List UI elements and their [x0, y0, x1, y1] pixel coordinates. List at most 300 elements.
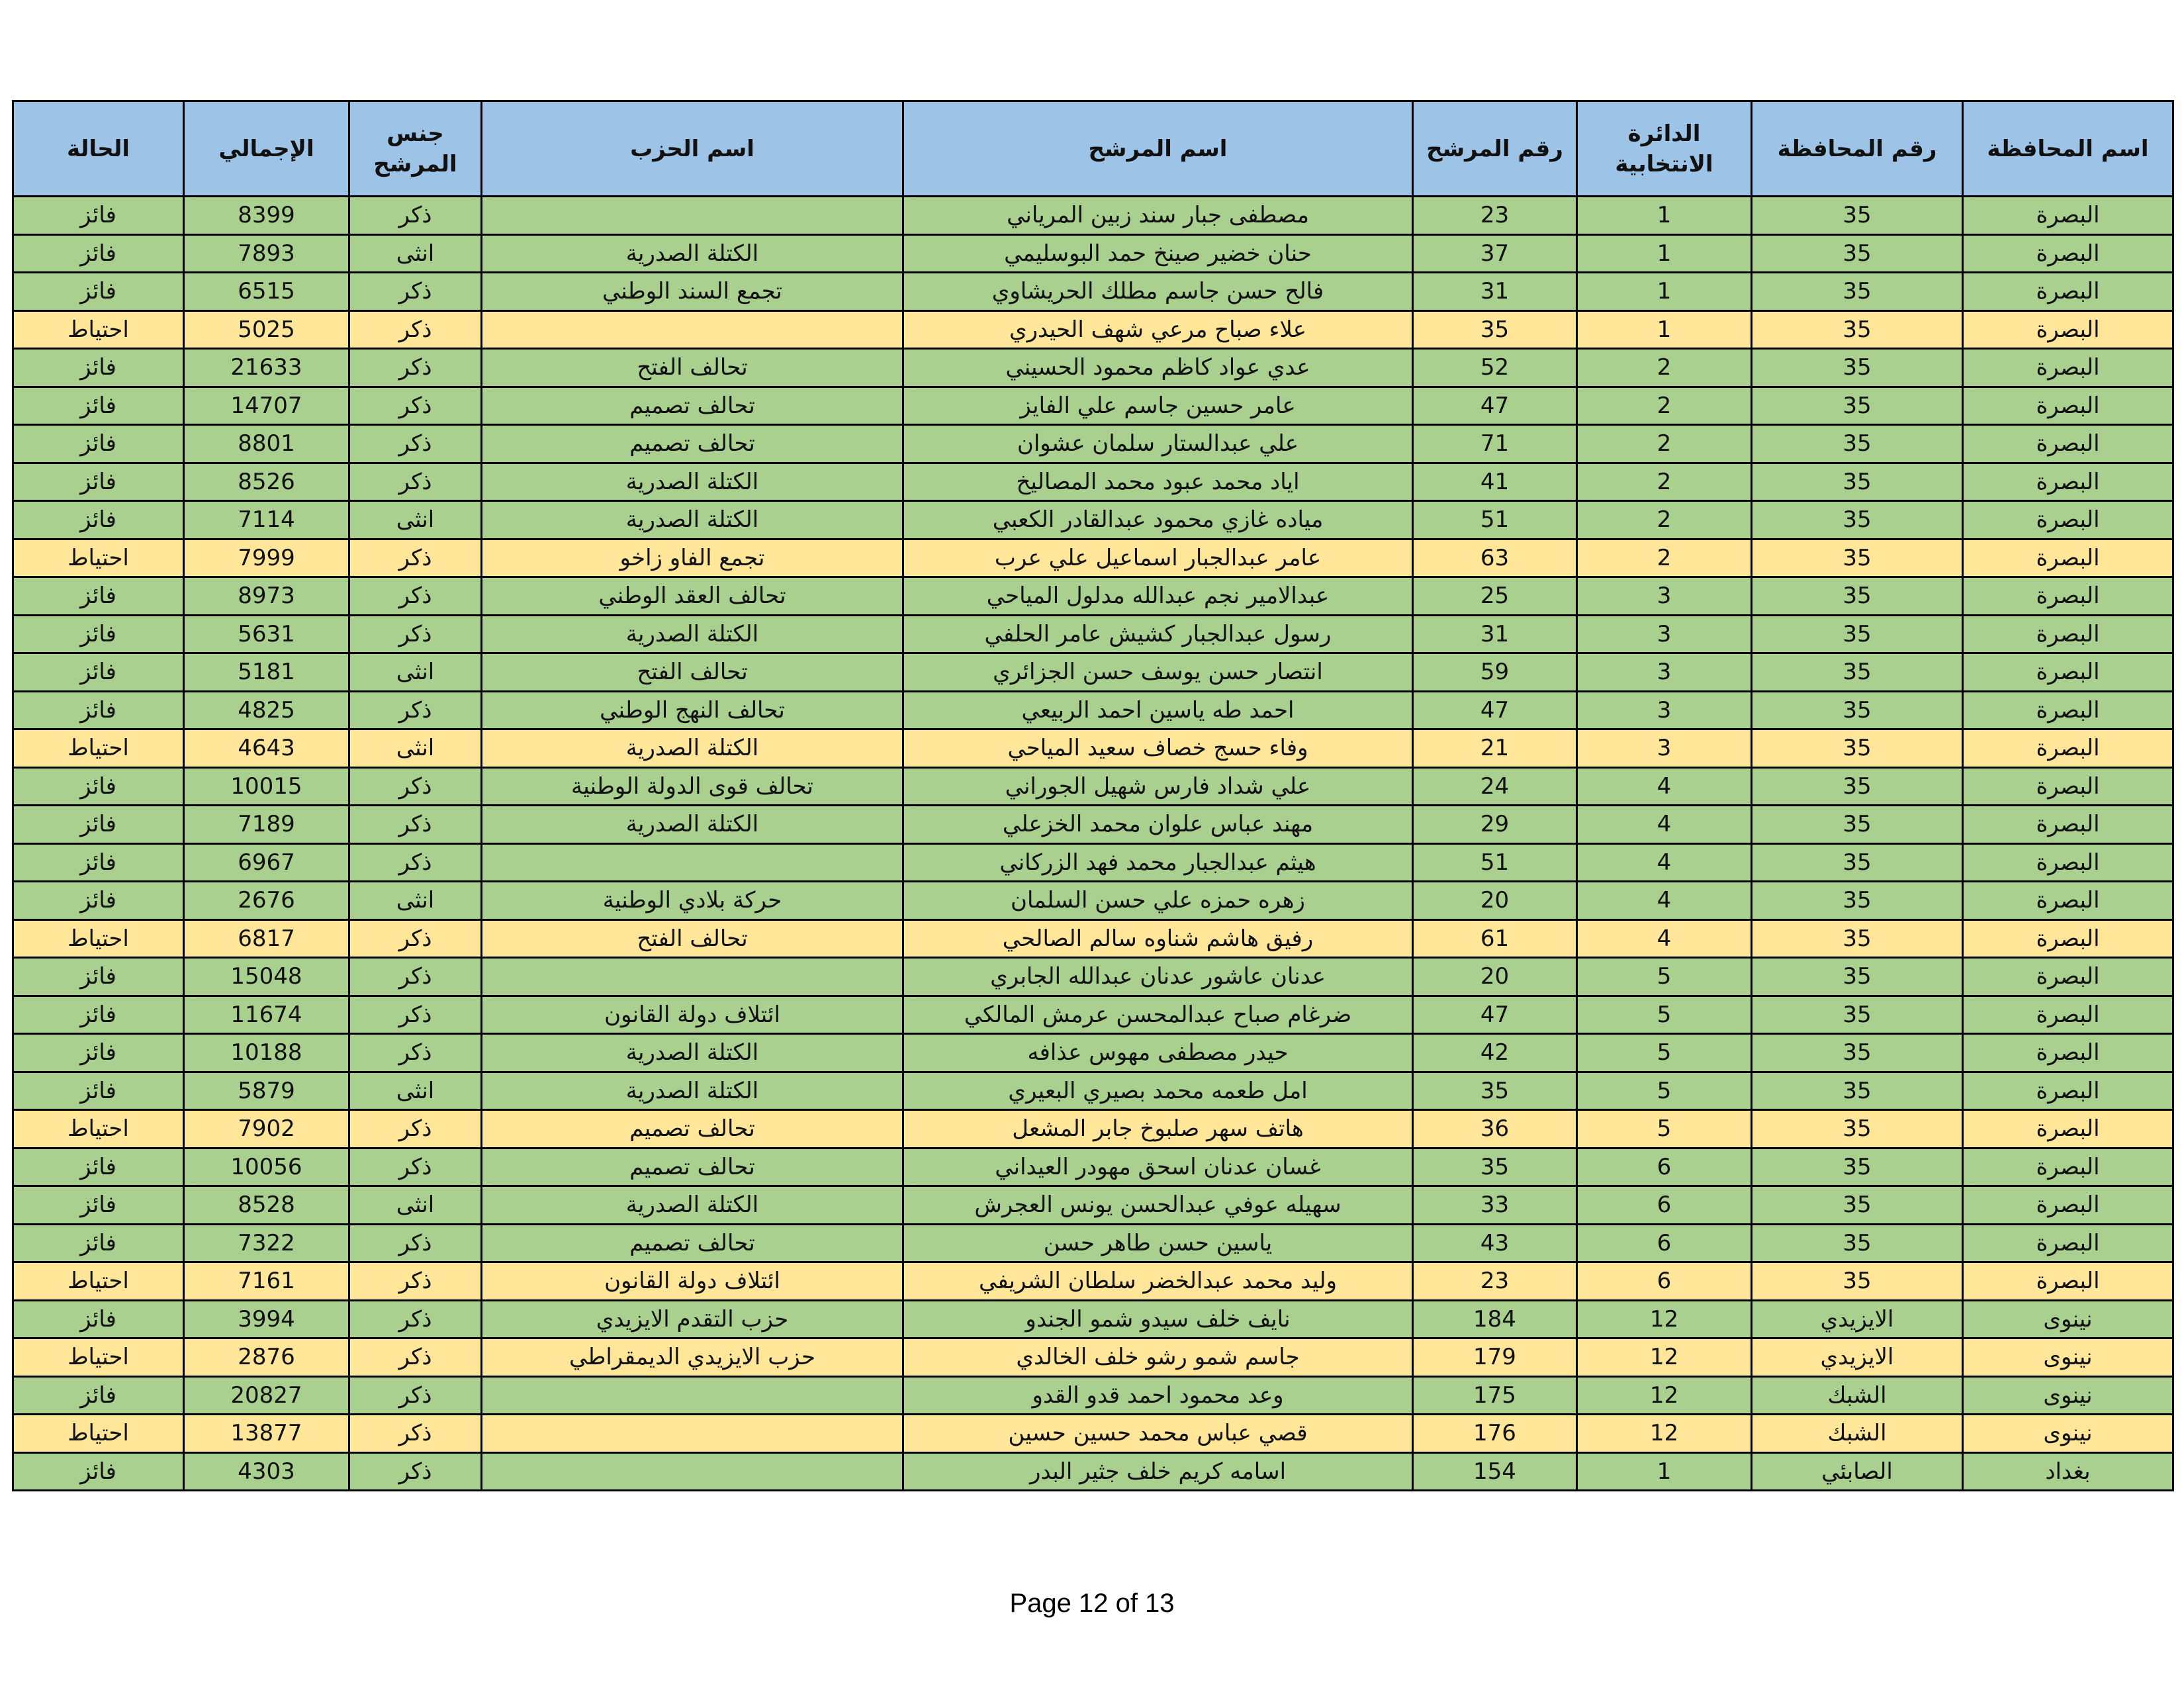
cell-candidate-number: 21 [1413, 729, 1577, 768]
cell-party-name: تحالف تصميم [482, 1224, 903, 1262]
cell-party-name: حزب الايزيدي الديمقراطي [482, 1338, 903, 1377]
cell-governorate-number: 35 [1752, 958, 1963, 996]
cell-governorate-name: البصرة [1963, 615, 2173, 653]
cell-total-votes: 14707 [184, 387, 349, 425]
cell-electoral-district: 1 [1577, 197, 1752, 235]
cell-status: فائز [13, 958, 184, 996]
cell-candidate-name: حيدر مصطفى مهوس عذافه [903, 1034, 1413, 1072]
cell-status: فائز [13, 234, 184, 273]
table-row [13, 1034, 2173, 1072]
table-row [13, 1110, 2173, 1149]
cell-candidate-gender: انثى [349, 234, 482, 273]
cell-electoral-district: 3 [1577, 729, 1752, 768]
cell-governorate-name: البصرة [1963, 767, 2173, 806]
cell-governorate-number: 35 [1752, 1072, 1963, 1110]
cell-candidate-number: 31 [1413, 273, 1577, 311]
cell-governorate-number: 35 [1752, 996, 1963, 1034]
cell-candidate-gender: ذكر [349, 615, 482, 653]
cell-governorate-number: 35 [1752, 273, 1963, 311]
cell-party-name: الكتلة الصدرية [482, 1186, 903, 1225]
cell-total-votes: 7322 [184, 1224, 349, 1262]
header-electoral-district: الدائرة الانتخابية [1577, 101, 1752, 197]
table-row [13, 234, 2173, 273]
cell-candidate-name: وعد محمود احمد قدو القدو [903, 1376, 1413, 1415]
table-row [13, 996, 2173, 1034]
cell-governorate-number: 35 [1752, 349, 1963, 387]
cell-candidate-name: عبدالامير نجم عبدالله مدلول المياحي [903, 577, 1413, 616]
cell-candidate-gender: ذكر [349, 1300, 482, 1338]
table-row [13, 1452, 2173, 1491]
table-header [13, 101, 2173, 197]
cell-total-votes: 3994 [184, 1300, 349, 1338]
cell-electoral-district: 12 [1577, 1300, 1752, 1338]
cell-governorate-number: 35 [1752, 1186, 1963, 1225]
cell-candidate-name: وليد محمد عبدالخضر سلطان الشريفي [903, 1262, 1413, 1301]
cell-electoral-district: 1 [1577, 234, 1752, 273]
cell-governorate-number: 35 [1752, 501, 1963, 539]
cell-candidate-number: 154 [1413, 1452, 1577, 1491]
header-total-votes: الإجمالي [184, 101, 349, 197]
cell-total-votes: 11674 [184, 996, 349, 1034]
table-row [13, 501, 2173, 539]
cell-party-name [482, 1376, 903, 1415]
cell-total-votes: 4643 [184, 729, 349, 768]
cell-party-name: الكتلة الصدرية [482, 1034, 903, 1072]
cell-party-name: تحالف الفتح [482, 653, 903, 692]
cell-candidate-number: 47 [1413, 387, 1577, 425]
cell-electoral-district: 5 [1577, 1034, 1752, 1072]
cell-total-votes: 5631 [184, 615, 349, 653]
cell-candidate-name: ضرغام صباح عبدالمحسن عرمش المالكي [903, 996, 1413, 1034]
table-row [13, 577, 2173, 616]
cell-governorate-name: البصرة [1963, 1034, 2173, 1072]
cell-status: احتياط [13, 1338, 184, 1377]
cell-candidate-name: نايف خلف سيدو شمو الجندو [903, 1300, 1413, 1338]
cell-candidate-number: 20 [1413, 882, 1577, 920]
cell-candidate-gender: انثى [349, 501, 482, 539]
cell-total-votes: 10015 [184, 767, 349, 806]
page-number-footer: Page 12 of 13 [1009, 1589, 1175, 1618]
table-row [13, 882, 2173, 920]
cell-party-name [482, 843, 903, 882]
cell-party-name [482, 310, 903, 349]
cell-electoral-district: 4 [1577, 806, 1752, 844]
cell-governorate-name: البصرة [1963, 463, 2173, 501]
header-candidate-name: اسم المرشح [903, 101, 1413, 197]
cell-status: احتياط [13, 310, 184, 349]
cell-candidate-number: 29 [1413, 806, 1577, 844]
cell-governorate-name: البصرة [1963, 387, 2173, 425]
cell-candidate-name: مهند عباس علوان محمد الخزعلي [903, 806, 1413, 844]
cell-status: فائز [13, 653, 184, 692]
cell-candidate-name: غسان عدنان اسحق مهودر العيداني [903, 1148, 1413, 1186]
cell-total-votes: 7902 [184, 1110, 349, 1149]
cell-electoral-district: 6 [1577, 1186, 1752, 1225]
cell-status: فائز [13, 996, 184, 1034]
table-row [13, 1072, 2173, 1110]
cell-electoral-district: 2 [1577, 463, 1752, 501]
cell-governorate-number: 35 [1752, 197, 1963, 235]
table-body [13, 197, 2173, 1491]
cell-candidate-number: 43 [1413, 1224, 1577, 1262]
cell-candidate-number: 20 [1413, 958, 1577, 996]
table-row [13, 1338, 2173, 1377]
table-row [13, 1148, 2173, 1186]
cell-candidate-name: عامر عبدالجبار اسماعيل علي عرب [903, 539, 1413, 577]
cell-electoral-district: 5 [1577, 958, 1752, 996]
cell-party-name: تحالف الفتح [482, 919, 903, 958]
cell-electoral-district: 5 [1577, 1072, 1752, 1110]
cell-status: فائز [13, 1072, 184, 1110]
cell-candidate-gender: ذكر [349, 958, 482, 996]
cell-candidate-name: هاتف سهر صلبوخ جابر المشعل [903, 1110, 1413, 1149]
cell-candidate-name: علاء صباح مرعي شهف الحيدري [903, 310, 1413, 349]
cell-governorate-name: نينوى [1963, 1415, 2173, 1453]
table-row [13, 197, 2173, 235]
cell-governorate-number: 35 [1752, 691, 1963, 729]
table-row [13, 806, 2173, 844]
cell-total-votes: 6967 [184, 843, 349, 882]
cell-governorate-name: البصرة [1963, 425, 2173, 463]
cell-candidate-name: مصطفى جبار سند زبين المرياني [903, 197, 1413, 235]
cell-status: فائز [13, 463, 184, 501]
cell-candidate-name: عامر حسين جاسم علي الفايز [903, 387, 1413, 425]
cell-governorate-name: البصرة [1963, 1110, 2173, 1149]
cell-electoral-district: 1 [1577, 1452, 1752, 1491]
cell-party-name [482, 958, 903, 996]
cell-governorate-name: البصرة [1963, 273, 2173, 311]
cell-candidate-gender: ذكر [349, 1110, 482, 1149]
cell-party-name: الكتلة الصدرية [482, 501, 903, 539]
cell-governorate-name: البصرة [1963, 919, 2173, 958]
cell-candidate-gender: ذكر [349, 387, 482, 425]
cell-candidate-name: فالح حسن جاسم مطلك الحريشاوي [903, 273, 1413, 311]
cell-candidate-gender: انثى [349, 729, 482, 768]
cell-candidate-gender: ذكر [349, 1415, 482, 1453]
cell-candidate-number: 36 [1413, 1110, 1577, 1149]
cell-candidate-name: زهره حمزه علي حسن السلمان [903, 882, 1413, 920]
cell-candidate-name: عدي عواد كاظم محمود الحسيني [903, 349, 1413, 387]
cell-total-votes: 21633 [184, 349, 349, 387]
cell-party-name: تحالف النهج الوطني [482, 691, 903, 729]
cell-governorate-number: 35 [1752, 463, 1963, 501]
cell-candidate-gender: ذكر [349, 767, 482, 806]
cell-electoral-district: 6 [1577, 1224, 1752, 1262]
cell-status: احتياط [13, 1110, 184, 1149]
cell-party-name: تحالف تصميم [482, 387, 903, 425]
cell-governorate-name: البصرة [1963, 1148, 2173, 1186]
cell-electoral-district: 3 [1577, 577, 1752, 616]
cell-candidate-number: 47 [1413, 691, 1577, 729]
cell-candidate-name: اياد محمد عبود محمد المصاليخ [903, 463, 1413, 501]
cell-governorate-number: الايزيدي [1752, 1300, 1963, 1338]
cell-candidate-gender: ذكر [349, 691, 482, 729]
cell-total-votes: 8399 [184, 197, 349, 235]
cell-candidate-number: 51 [1413, 501, 1577, 539]
cell-candidate-gender: ذكر [349, 1224, 482, 1262]
cell-status: فائز [13, 691, 184, 729]
cell-candidate-name: هيثم عبدالجبار محمد فهد الزركاني [903, 843, 1413, 882]
cell-total-votes: 6515 [184, 273, 349, 311]
cell-total-votes: 8973 [184, 577, 349, 616]
cell-status: فائز [13, 615, 184, 653]
cell-governorate-number: 35 [1752, 425, 1963, 463]
table-row [13, 273, 2173, 311]
cell-candidate-number: 41 [1413, 463, 1577, 501]
table-row [13, 691, 2173, 729]
table-row [13, 1376, 2173, 1415]
cell-candidate-gender: ذكر [349, 349, 482, 387]
table-row [13, 1224, 2173, 1262]
cell-party-name: الكتلة الصدرية [482, 463, 903, 501]
cell-governorate-name: البصرة [1963, 958, 2173, 996]
cell-total-votes: 5025 [184, 310, 349, 349]
cell-status: احتياط [13, 729, 184, 768]
cell-governorate-name: البصرة [1963, 843, 2173, 882]
cell-total-votes: 7189 [184, 806, 349, 844]
cell-electoral-district: 2 [1577, 425, 1752, 463]
cell-candidate-gender: ذكر [349, 539, 482, 577]
cell-candidate-number: 35 [1413, 1072, 1577, 1110]
cell-candidate-name: ياسين حسن طاهر حسن [903, 1224, 1413, 1262]
cell-party-name: الكتلة الصدرية [482, 615, 903, 653]
cell-total-votes: 7893 [184, 234, 349, 273]
cell-governorate-number: 35 [1752, 387, 1963, 425]
cell-governorate-name: البصرة [1963, 349, 2173, 387]
cell-candidate-number: 23 [1413, 197, 1577, 235]
header-governorate-name: اسم المحافظة [1963, 101, 2173, 197]
cell-status: احتياط [13, 1415, 184, 1453]
cell-governorate-name: البصرة [1963, 996, 2173, 1034]
cell-candidate-name: مياده غازي محمود عبدالقادر الكعبي [903, 501, 1413, 539]
cell-candidate-gender: ذكر [349, 273, 482, 311]
table-row [13, 1415, 2173, 1453]
cell-candidate-number: 63 [1413, 539, 1577, 577]
cell-total-votes: 10188 [184, 1034, 349, 1072]
cell-status: فائز [13, 1300, 184, 1338]
cell-party-name: تجمع السند الوطني [482, 273, 903, 311]
cell-candidate-gender: ذكر [349, 919, 482, 958]
cell-status: فائز [13, 843, 184, 882]
cell-candidate-number: 71 [1413, 425, 1577, 463]
header-candidate-gender: جنس المرشح [349, 101, 482, 197]
cell-governorate-number: 35 [1752, 1224, 1963, 1262]
cell-status: احتياط [13, 919, 184, 958]
cell-party-name: حركة بلادي الوطنية [482, 882, 903, 920]
cell-governorate-number: 35 [1752, 310, 1963, 349]
cell-status: فائز [13, 577, 184, 616]
cell-total-votes: 5181 [184, 653, 349, 692]
cell-candidate-name: امل طعمه محمد بصيري البعيري [903, 1072, 1413, 1110]
cell-total-votes: 8528 [184, 1186, 349, 1225]
cell-party-name: تحالف العقد الوطني [482, 577, 903, 616]
cell-status: فائز [13, 273, 184, 311]
cell-total-votes: 2876 [184, 1338, 349, 1377]
cell-governorate-name: البصرة [1963, 1186, 2173, 1225]
cell-party-name: تحالف تصميم [482, 1110, 903, 1149]
cell-party-name [482, 1452, 903, 1491]
cell-total-votes: 13877 [184, 1415, 349, 1453]
cell-candidate-name: وفاء حسج خصاف سعيد المياحي [903, 729, 1413, 768]
cell-electoral-district: 2 [1577, 539, 1752, 577]
cell-governorate-number: الشبك [1752, 1376, 1963, 1415]
table-row [13, 463, 2173, 501]
cell-party-name: تحالف تصميم [482, 425, 903, 463]
cell-candidate-gender: انثى [349, 882, 482, 920]
cell-candidate-number: 176 [1413, 1415, 1577, 1453]
cell-candidate-number: 33 [1413, 1186, 1577, 1225]
cell-candidate-gender: ذكر [349, 425, 482, 463]
cell-total-votes: 5879 [184, 1072, 349, 1110]
cell-candidate-name: عدنان عاشور عدنان عبدالله الجابري [903, 958, 1413, 996]
cell-candidate-gender: ذكر [349, 1262, 482, 1301]
cell-governorate-number: 35 [1752, 1148, 1963, 1186]
cell-governorate-name: البصرة [1963, 882, 2173, 920]
cell-candidate-gender: ذكر [349, 1338, 482, 1377]
cell-governorate-name: البصرة [1963, 310, 2173, 349]
cell-candidate-gender: ذكر [349, 996, 482, 1034]
cell-total-votes: 15048 [184, 958, 349, 996]
cell-party-name [482, 1415, 903, 1453]
cell-status: فائز [13, 425, 184, 463]
cell-candidate-number: 35 [1413, 310, 1577, 349]
table-row [13, 539, 2173, 577]
cell-candidate-number: 23 [1413, 1262, 1577, 1301]
cell-governorate-number: الصابئي [1752, 1452, 1963, 1491]
cell-party-name: الكتلة الصدرية [482, 1072, 903, 1110]
table-row [13, 767, 2173, 806]
table-row [13, 843, 2173, 882]
cell-electoral-district: 12 [1577, 1376, 1752, 1415]
cell-candidate-name: انتصار حسن يوسف حسن الجزائري [903, 653, 1413, 692]
cell-electoral-district: 12 [1577, 1415, 1752, 1453]
cell-candidate-name: قصي عباس محمد حسين حسين [903, 1415, 1413, 1453]
cell-candidate-number: 37 [1413, 234, 1577, 273]
cell-governorate-number: 35 [1752, 653, 1963, 692]
table-row [13, 1300, 2173, 1338]
table-row [13, 349, 2173, 387]
table-row [13, 1262, 2173, 1301]
cell-electoral-district: 4 [1577, 882, 1752, 920]
cell-governorate-name: البصرة [1963, 806, 2173, 844]
cell-status: فائز [13, 767, 184, 806]
table-row [13, 387, 2173, 425]
cell-governorate-name: البصرة [1963, 1224, 2173, 1262]
cell-governorate-name: البصرة [1963, 653, 2173, 692]
cell-status: احتياط [13, 539, 184, 577]
cell-candidate-name: جاسم شمو رشو خلف الخالدي [903, 1338, 1413, 1377]
cell-candidate-gender: ذكر [349, 577, 482, 616]
cell-candidate-name: حنان خضير صينخ حمد البوسليمي [903, 234, 1413, 273]
table-row [13, 958, 2173, 996]
cell-candidate-number: 47 [1413, 996, 1577, 1034]
header-governorate-number: رقم المحافظة [1752, 101, 1963, 197]
cell-candidate-number: 25 [1413, 577, 1577, 616]
cell-governorate-name: البصرة [1963, 729, 2173, 768]
cell-status: فائز [13, 501, 184, 539]
cell-electoral-district: 1 [1577, 273, 1752, 311]
cell-governorate-number: 35 [1752, 729, 1963, 768]
cell-governorate-number: 35 [1752, 882, 1963, 920]
cell-governorate-number: 35 [1752, 1262, 1963, 1301]
cell-governorate-number: 35 [1752, 234, 1963, 273]
cell-status: فائز [13, 1452, 184, 1491]
cell-candidate-number: 61 [1413, 919, 1577, 958]
header-row [13, 101, 2173, 197]
cell-candidate-number: 184 [1413, 1300, 1577, 1338]
cell-party-name: تحالف قوى الدولة الوطنية [482, 767, 903, 806]
cell-total-votes: 20827 [184, 1376, 349, 1415]
cell-status: فائز [13, 387, 184, 425]
cell-candidate-gender: ذكر [349, 1148, 482, 1186]
cell-governorate-name: نينوى [1963, 1338, 2173, 1377]
cell-candidate-name: سهيله عوفي عبدالحسن يونس العجرش [903, 1186, 1413, 1225]
cell-status: فائز [13, 349, 184, 387]
cell-party-name: ائتلاف دولة القانون [482, 996, 903, 1034]
cell-total-votes: 8801 [184, 425, 349, 463]
cell-candidate-gender: ذكر [349, 197, 482, 235]
cell-total-votes: 10056 [184, 1148, 349, 1186]
cell-governorate-number: 35 [1752, 919, 1963, 958]
table-row [13, 615, 2173, 653]
cell-party-name: الكتلة الصدرية [482, 806, 903, 844]
cell-governorate-name: البصرة [1963, 691, 2173, 729]
cell-governorate-number: الايزيدي [1752, 1338, 1963, 1377]
cell-status: فائز [13, 1224, 184, 1262]
cell-candidate-gender: ذكر [349, 1376, 482, 1415]
cell-candidate-number: 52 [1413, 349, 1577, 387]
cell-status: فائز [13, 806, 184, 844]
cell-governorate-number: 35 [1752, 806, 1963, 844]
cell-governorate-number: 35 [1752, 577, 1963, 616]
cell-governorate-name: البصرة [1963, 234, 2173, 273]
cell-total-votes: 8526 [184, 463, 349, 501]
cell-governorate-name: البصرة [1963, 1072, 2173, 1110]
cell-governorate-number: 35 [1752, 539, 1963, 577]
cell-total-votes: 2676 [184, 882, 349, 920]
cell-party-name: الكتلة الصدرية [482, 234, 903, 273]
cell-governorate-name: نينوى [1963, 1300, 2173, 1338]
header-candidate-number: رقم المرشح [1413, 101, 1577, 197]
table-row [13, 729, 2173, 768]
cell-governorate-number: 35 [1752, 1034, 1963, 1072]
cell-candidate-number: 24 [1413, 767, 1577, 806]
header-party-name: اسم الحزب [482, 101, 903, 197]
cell-party-name: تجمع الفاو زاخو [482, 539, 903, 577]
cell-candidate-gender: انثى [349, 1072, 482, 1110]
cell-party-name [482, 197, 903, 235]
election-results-table [12, 100, 2174, 1491]
cell-electoral-district: 5 [1577, 1110, 1752, 1149]
cell-governorate-number: 35 [1752, 843, 1963, 882]
cell-governorate-name: نينوى [1963, 1376, 2173, 1415]
cell-status: فائز [13, 1034, 184, 1072]
table-row [13, 919, 2173, 958]
table-row [13, 425, 2173, 463]
cell-total-votes: 4825 [184, 691, 349, 729]
cell-electoral-district: 3 [1577, 691, 1752, 729]
cell-party-name: ائتلاف دولة القانون [482, 1262, 903, 1301]
cell-electoral-district: 2 [1577, 349, 1752, 387]
cell-electoral-district: 12 [1577, 1338, 1752, 1377]
cell-candidate-gender: ذكر [349, 1452, 482, 1491]
cell-candidate-name: علي عبدالستار سلمان عشوان [903, 425, 1413, 463]
cell-status: فائز [13, 882, 184, 920]
cell-electoral-district: 2 [1577, 387, 1752, 425]
table-row [13, 1186, 2173, 1225]
cell-candidate-gender: انثى [349, 653, 482, 692]
cell-electoral-district: 6 [1577, 1262, 1752, 1301]
